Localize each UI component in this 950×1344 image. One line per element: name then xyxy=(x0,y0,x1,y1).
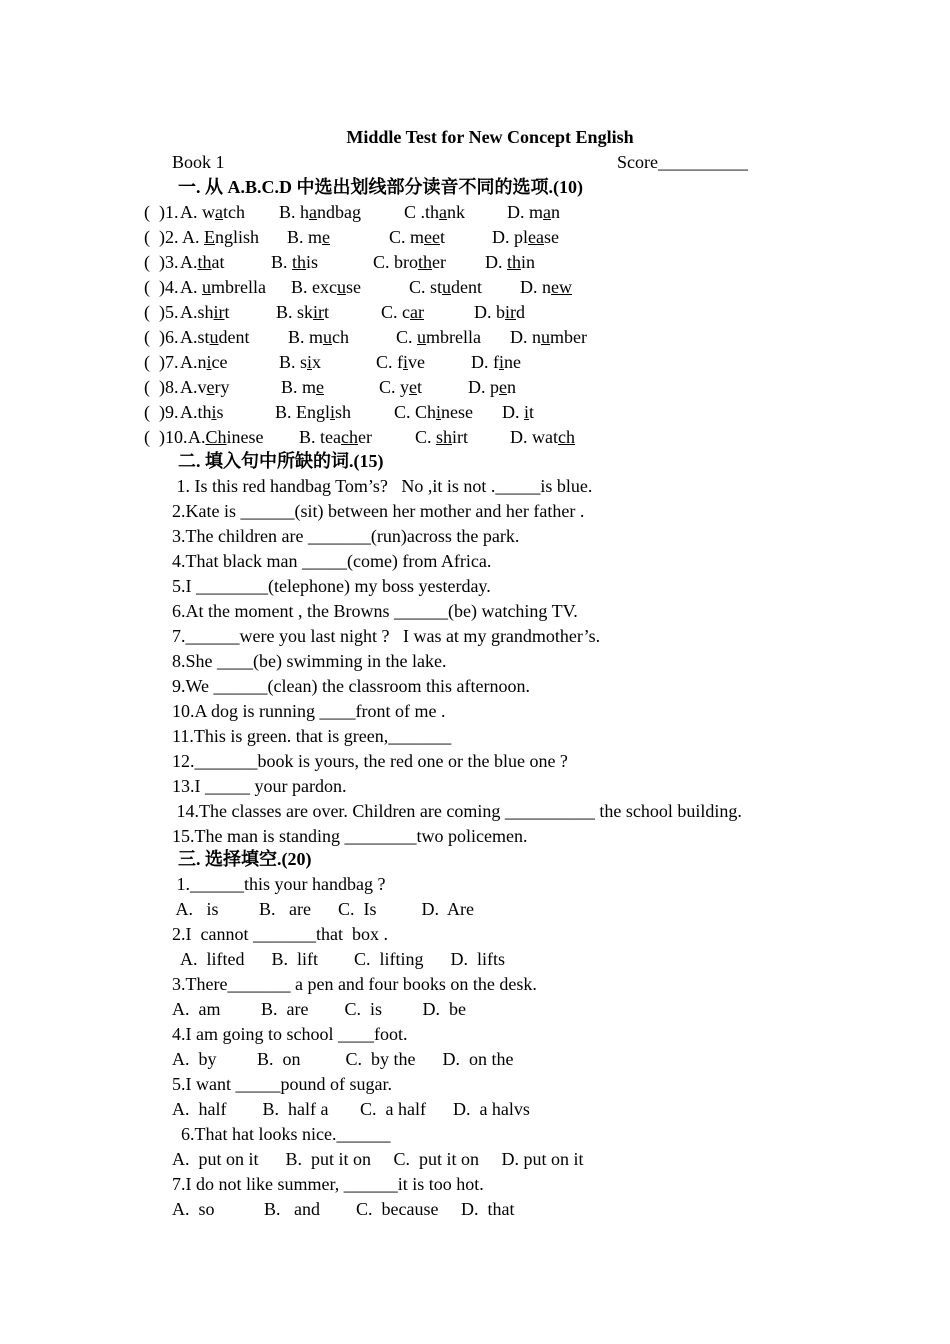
fill-in-question: 15.The man is standing ________two policemen. xyxy=(172,826,528,846)
option-c: C .thank xyxy=(404,202,466,222)
underlined-letters: E xyxy=(204,227,215,247)
underlined-letters: u xyxy=(202,277,211,297)
underlined-letters: th xyxy=(292,252,307,272)
underlined-letters: u xyxy=(417,327,427,347)
option-d: D. bird xyxy=(474,302,525,322)
choice-question: 3.There_______ a pen and four books on the desk. xyxy=(172,974,537,994)
underlined-letters: u xyxy=(541,327,550,347)
choice-question: 2.I cannot _______that box . xyxy=(172,924,388,944)
option-d: D. thin xyxy=(485,252,536,272)
option-a: A.this xyxy=(180,402,224,422)
answer-blank: ( xyxy=(144,277,159,297)
option-c: C. umbrella xyxy=(396,327,481,347)
item-number: )3. xyxy=(159,252,179,272)
option-a: A.Chinese xyxy=(188,427,264,447)
underlined-letters: e xyxy=(322,227,331,247)
underlined-letters: e xyxy=(206,377,215,397)
underlined-letters: ir xyxy=(313,302,325,322)
underlined-letters: i xyxy=(211,402,217,422)
answer-blank: ( xyxy=(144,402,159,422)
option-a: A.student xyxy=(180,327,250,347)
option-d: D. fine xyxy=(471,352,522,372)
option-b: B. handbag xyxy=(279,202,362,222)
choice-question: 4.I am going to school ____foot. xyxy=(172,1024,408,1044)
score-label: Score__________ xyxy=(617,152,748,172)
choice-question: 5.I want _____pound of sugar. xyxy=(172,1074,392,1094)
fill-in-question: 3.The children are _______(run)across the park. xyxy=(172,526,520,546)
option-b: B. me xyxy=(281,377,325,397)
option-c: C. shirt xyxy=(415,427,469,447)
answer-blank: ( xyxy=(144,252,159,272)
page-title: Middle Test for New Concept English xyxy=(346,127,634,147)
option-b: B. six xyxy=(279,352,322,372)
option-d: D. watch xyxy=(510,427,575,447)
underlined-letters: ea xyxy=(528,227,544,247)
fill-in-question: 10.A dog is running ____front of me . xyxy=(172,701,446,721)
choice-options: A. so B. and C. because D. that xyxy=(172,1199,515,1219)
choice-options: A. half B. half a C. a half D. a halvs xyxy=(172,1099,530,1119)
fill-in-question: 9.We ______(clean) the classroom this afternoon. xyxy=(172,676,530,696)
fill-in-question: 13.I _____ your pardon. xyxy=(172,776,347,796)
underlined-letters: i xyxy=(307,352,313,372)
item-number: )2. xyxy=(159,227,179,247)
answer-blank: ( xyxy=(144,377,159,397)
underlined-letters: ch xyxy=(558,427,575,447)
underlined-letters: ch xyxy=(341,427,358,447)
option-a: A. English xyxy=(182,227,260,247)
choice-options: A. put on it B. put it on C. put it on D. put on it xyxy=(172,1149,584,1169)
option-b: B. teacher xyxy=(299,427,372,447)
underlined-letters: th xyxy=(418,252,433,272)
option-a: A.shirt xyxy=(180,302,230,322)
book-label: Book 1 xyxy=(172,152,225,172)
fill-in-question: 6.At the moment , the Browns ______(be) watching TV. xyxy=(172,601,578,621)
item-number: )6. xyxy=(159,327,179,347)
underlined-letters: u xyxy=(336,277,346,297)
answer-blank: ( xyxy=(144,327,159,347)
item-number: )8. xyxy=(159,377,179,397)
choice-options: A. lifted B. lift C. lifting D. lifts xyxy=(172,949,505,969)
option-a: A. umbrella xyxy=(180,277,266,297)
answer-blank: ( xyxy=(144,352,159,372)
section1-heading: 一. 从 A.B.C.D 中选出划线部分读音不同的选项.(10) xyxy=(178,177,583,197)
option-b: B. excuse xyxy=(291,277,361,297)
option-d: D. please xyxy=(492,227,559,247)
option-a: A.that xyxy=(180,252,225,272)
underlined-letters: a xyxy=(543,202,551,222)
underlined-letters: e xyxy=(316,377,325,397)
option-b: B. much xyxy=(288,327,350,347)
item-number: )9. xyxy=(159,402,179,422)
option-c: C. Chinese xyxy=(394,402,474,422)
item-number: )10. xyxy=(159,427,188,447)
option-d: D. pen xyxy=(468,377,516,397)
fill-in-question: 11.This is green. that is green,_______ xyxy=(172,726,452,746)
underlined-letters: i xyxy=(206,352,212,372)
option-c: C. student xyxy=(409,277,483,297)
option-d: D. number xyxy=(510,327,587,347)
option-a: A. watch xyxy=(180,202,245,222)
option-c: C. meet xyxy=(389,227,446,247)
answer-blank: ( xyxy=(144,227,159,247)
option-c: C. car xyxy=(381,302,424,322)
option-a: A.nice xyxy=(180,352,228,372)
option-b: B. skirt xyxy=(276,302,330,322)
underlined-letters: i xyxy=(403,352,409,372)
underlined-letters: Ch xyxy=(205,427,227,447)
option-c: C. five xyxy=(376,352,426,372)
item-number: )7. xyxy=(159,352,179,372)
underlined-letters: a xyxy=(309,202,318,222)
choice-question: 7.I do not like summer, ______it is too hot. xyxy=(172,1174,484,1194)
underlined-letters: a xyxy=(215,202,223,222)
choice-options: A. by B. on C. by the D. on the xyxy=(172,1049,514,1069)
fill-in-question: 8.She ____(be) swimming in the lake. xyxy=(172,651,447,671)
fill-in-question: 5.I ________(telephone) my boss yesterday. xyxy=(172,576,491,596)
fill-in-question: 7.______were you last night ? I was at my grandmother’s. xyxy=(172,626,601,646)
fill-in-question: 14.The classes are over. Children are coming __________ the school building. xyxy=(172,801,742,821)
choice-options: A. am B. are C. is D. be xyxy=(172,999,466,1019)
underlined-letters: u xyxy=(323,327,333,347)
answer-blank: ( xyxy=(144,202,159,222)
fill-in-question: 12._______book is yours, the red one or the blue one ? xyxy=(172,751,568,771)
option-a: A.very xyxy=(180,377,230,397)
section2-heading: 二. 填入句中所缺的词.(15) xyxy=(178,451,384,471)
item-number: )5. xyxy=(159,302,179,322)
option-b: B. me xyxy=(287,227,331,247)
section3-heading: 三. 选择填空.(20) xyxy=(178,849,312,869)
item-number: )1. xyxy=(159,202,179,222)
fill-in-question: 4.That black man _____(come) from Africa. xyxy=(172,551,492,571)
choice-question: 6.That hat looks nice.______ xyxy=(172,1124,391,1144)
underlined-letters: a xyxy=(439,202,448,222)
underlined-letters: i xyxy=(524,402,530,422)
underlined-letters: ir xyxy=(213,302,225,322)
underlined-letters: th xyxy=(507,252,522,272)
item-number: )4. xyxy=(159,277,179,297)
underlined-letters: ew xyxy=(551,277,572,297)
underlined-letters: i xyxy=(330,402,336,422)
option-c: C. yet xyxy=(379,377,423,397)
option-c: C. brother xyxy=(373,252,446,272)
underlined-letters: u xyxy=(442,277,452,297)
option-b: B. English xyxy=(275,402,352,422)
underlined-letters: u xyxy=(209,327,219,347)
underlined-letters: ar xyxy=(410,302,424,322)
underlined-letters: sh xyxy=(436,427,453,447)
underlined-letters: th xyxy=(197,252,212,272)
option-b: B. this xyxy=(271,252,319,272)
choice-question: 1.______this your handbag ? xyxy=(172,874,386,894)
option-d: D. new xyxy=(520,277,572,297)
underlined-letters: i xyxy=(436,402,442,422)
fill-in-question: 1. Is this red handbag Tom’s? No ,it is not ._____is blue. xyxy=(172,476,593,496)
option-d: D. it xyxy=(502,402,535,422)
choice-options: A. is B. are C. Is D. Are xyxy=(172,899,474,919)
underlined-letters: ir xyxy=(505,302,516,322)
answer-blank: ( xyxy=(144,427,159,447)
underlined-letters: e xyxy=(499,377,507,397)
underlined-letters: ee xyxy=(424,227,440,247)
answer-blank: ( xyxy=(144,302,159,322)
underlined-letters: i xyxy=(499,352,505,372)
underlined-letters: e xyxy=(409,377,418,397)
fill-in-question: 2.Kate is ______(sit) between her mother and her father . xyxy=(172,501,585,521)
option-d: D. man xyxy=(507,202,560,222)
